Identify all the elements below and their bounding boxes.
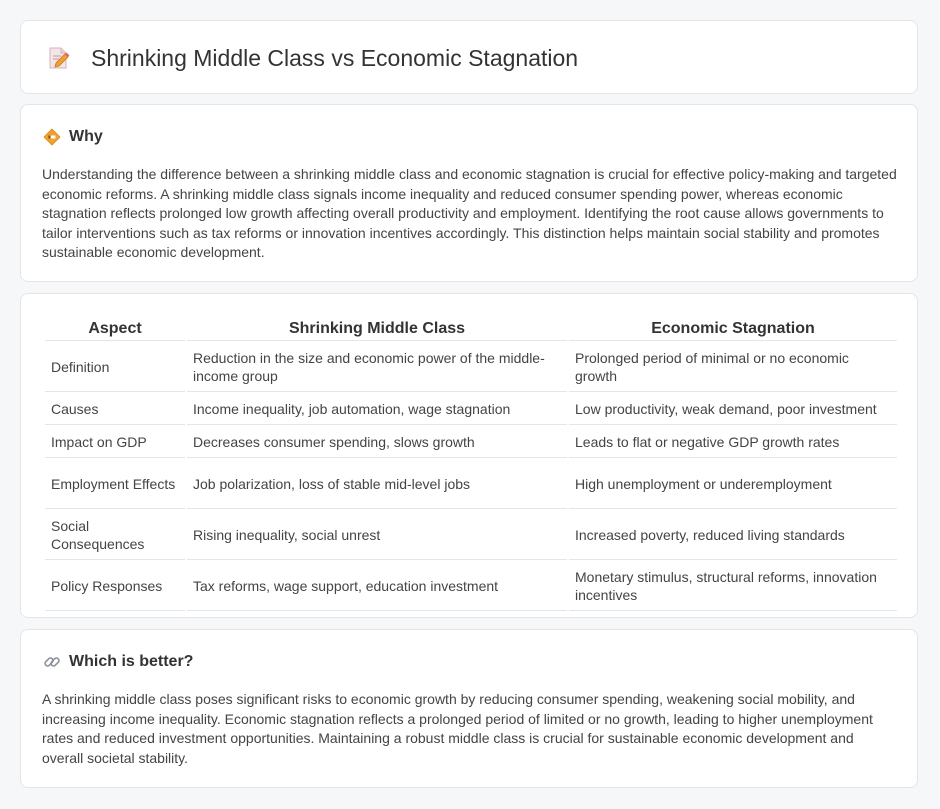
why-heading — [43, 127, 103, 147]
comparison-table — [43, 316, 899, 613]
better-title: Which is better? — [69, 653, 194, 670]
row-middle-class: Reduction in the size and economic power of the middle-income group — [187, 343, 567, 392]
row-aspect: Employment Effects — [45, 460, 185, 509]
table-row — [45, 427, 897, 458]
table-row — [45, 511, 897, 560]
table-row — [45, 343, 897, 392]
row-middle-class: Income inequality, job automation, wage stagnation — [187, 394, 567, 425]
table-row — [45, 394, 897, 425]
why-card — [20, 104, 918, 282]
which-is-better-card — [20, 629, 918, 788]
better-text: A shrinking middle class poses significant risks to economic growth by reducing consumer spending, weakening social mobility, and increasing income inequality. Economic stagnation reflects a prolonged period of limited or no growth, leading to higher unemployment rates and reduced investment opportunities. Maintaining a robust middle class is crucial for sustainable economic development and overall societal stability. — [42, 691, 873, 766]
why-title: Why — [69, 128, 103, 145]
row-stagnation: Monetary stimulus, structural reforms, innovation incentives — [569, 562, 897, 611]
link-icon — [43, 653, 61, 671]
header-economic-stagnation: Economic Stagnation — [569, 318, 897, 341]
row-aspect: Social Consequences — [45, 511, 185, 560]
table-header-row — [45, 318, 897, 341]
row-aspect: Impact on GDP — [45, 427, 185, 458]
table-row — [45, 460, 897, 509]
row-stagnation: Low productivity, weak demand, poor investment — [569, 394, 897, 425]
row-middle-class: Job polarization, loss of stable mid-level jobs — [187, 460, 567, 509]
row-middle-class: Rising inequality, social unrest — [187, 511, 567, 560]
row-middle-class: Decreases consumer spending, slows growth — [187, 427, 567, 458]
table-row — [45, 562, 897, 611]
header-aspect: Aspect — [45, 318, 185, 341]
row-aspect: Definition — [45, 343, 185, 392]
comparison-card — [20, 293, 918, 618]
document-pencil-icon — [45, 45, 71, 71]
better-heading — [43, 652, 193, 672]
row-stagnation: Leads to flat or negative GDP growth rates — [569, 427, 897, 458]
header-card — [20, 20, 918, 94]
row-stagnation: High unemployment or underemployment — [569, 460, 897, 509]
row-stagnation: Increased poverty, reduced living standards — [569, 511, 897, 560]
header-shrinking-middle-class: Shrinking Middle Class — [187, 318, 567, 341]
warning-sign-icon — [43, 128, 61, 146]
row-aspect: Causes — [45, 394, 185, 425]
row-middle-class: Tax reforms, wage support, education investment — [187, 562, 567, 611]
row-aspect: Policy Responses — [45, 562, 185, 611]
page-title: Shrinking Middle Class vs Economic Stagnation — [91, 45, 579, 71]
title-row — [45, 44, 578, 72]
row-stagnation: Prolonged period of minimal or no economic growth — [569, 343, 897, 392]
why-text: Understanding the difference between a shrinking middle class and economic stagnation is crucial for effective policy-making and targeted economic reforms. A shrinking middle class signals income inequality and reduced consumer spending power, whereas economic stagnation reflects prolonged low growth affecting overall productivity and employment. Identifying the root cause allows governments to tailor interventions such as tax reforms or innovation incentives accordingly. This distinction helps maintain social stability and promotes sustainable economic development. — [42, 166, 897, 260]
